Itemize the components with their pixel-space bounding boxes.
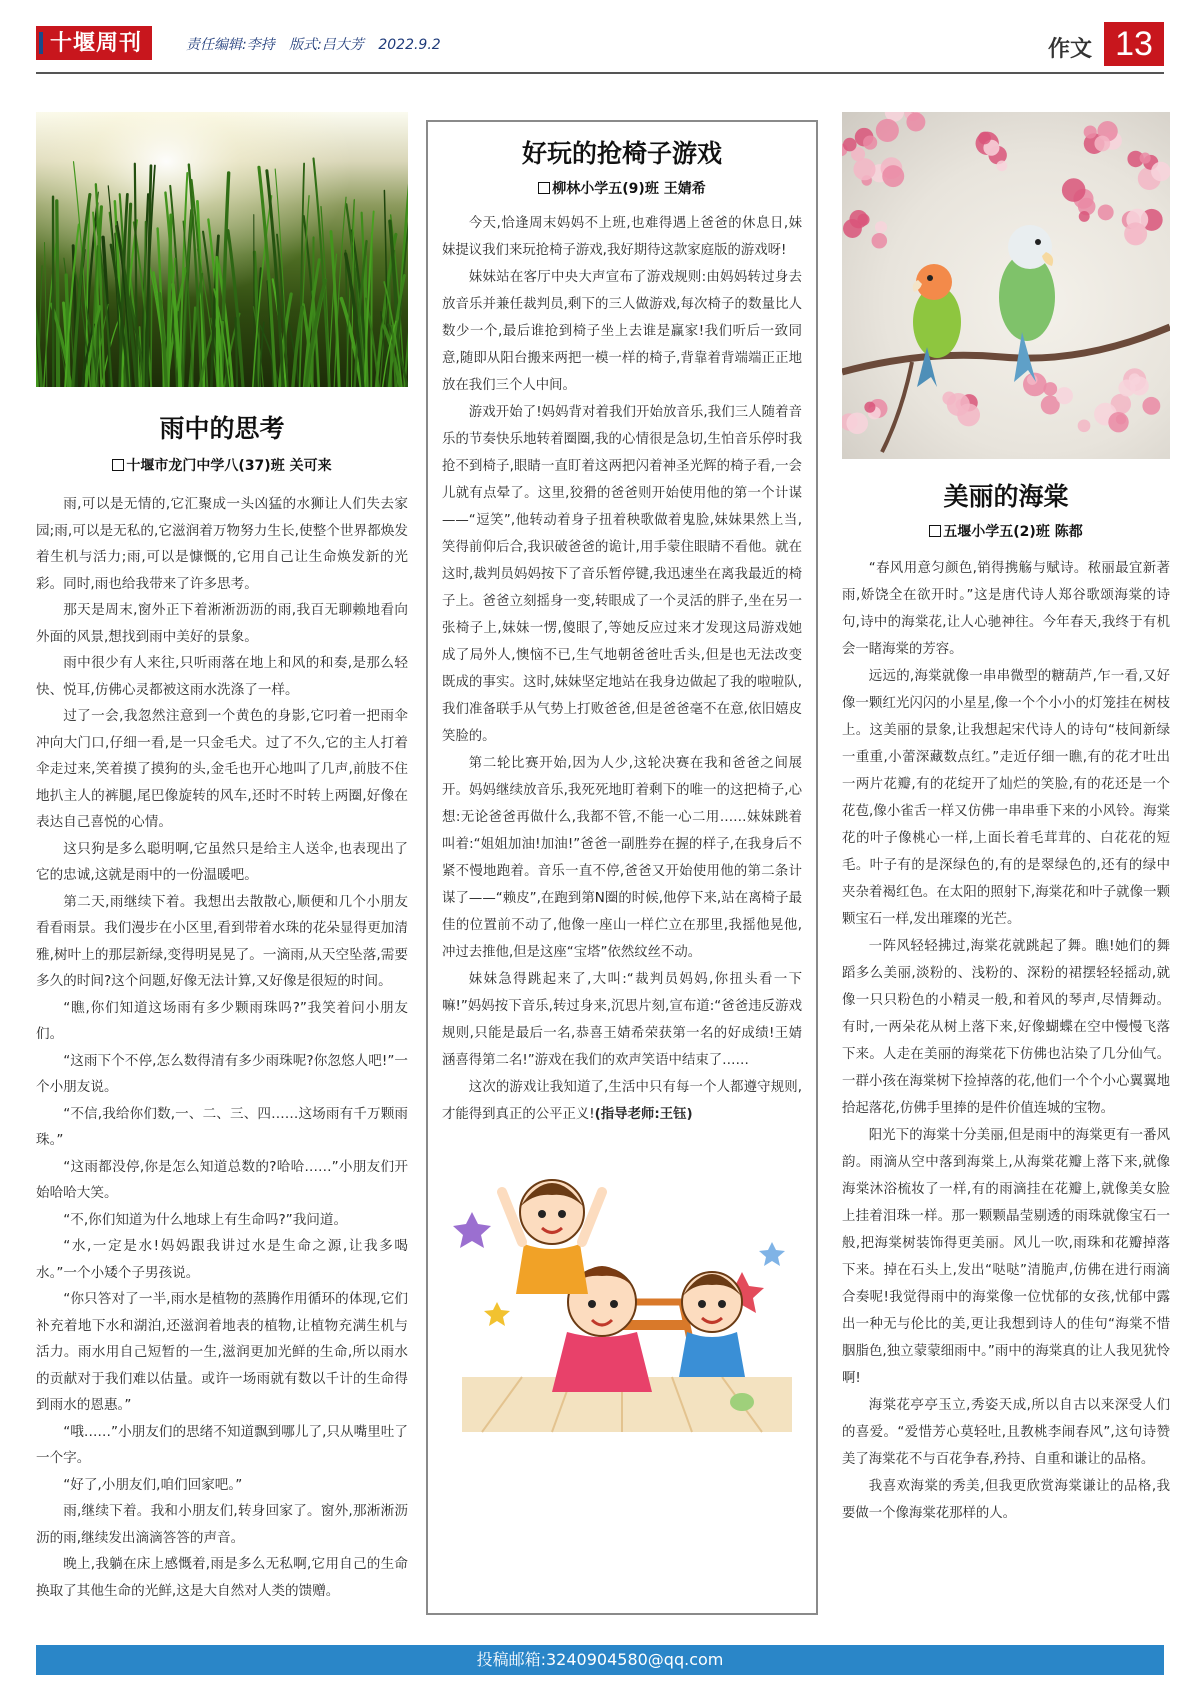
paragraph: 第二轮比赛开始,因为人少,这轮决赛在我和爸爸之间展开。妈妈继续放音乐,我死死地盯着剩下的唯一的这把椅子,心想:无论爸爸再做什么,我都不管,不能一心二用……妹妹跳着叫着:“姐姐加油!加油!”爸爸一副胜券在握的样子,在我身后不紧不慢地跑着。音乐一直不停,爸爸又开始使用他的第二条计谋了——“赖皮”,在跑到第N圈的时候,他停下来,站在离椅子最佳的位置前不动了,他像一座山一样伫立在那里,我摇他晃他,冲过去推他,但是这座“宝塔”依然纹丝不动。 [442, 756, 802, 960]
paragraph: 游戏开始了!妈妈背对着我们开始放音乐,我们三人随着音乐的节奏快乐地转着圈圈,我的心情很是急切,生怕音乐停时我抢不到椅子,眼睛一直盯着这两把闪着神圣光辉的椅子看,一会儿就有点晕了。这里,狡猾的爸爸则开始使用他的第一个计谋——“逗笑”,他转动着身子扭着秧歌做着鬼脸,妹妹果然上当,笑得前仰后合,我识破爸爸的诡计,用手蒙住眼睛不看他。就在这时,裁判员妈妈按下了音乐暂停键,我迅速坐在离我最近的椅子上。爸爸立刻摇身一变,转眼成了一个灵活的胖子,坐在另一张椅子上,妹妹一愣,傻眼了,等她反应过来才发现这局游戏她成了局外人,懊恼不已,生气地朝爸爸吐舌头,但是也无法改变既成的事实。这时,妹妹坚定地站在我身边做起了我的啦啦队,我们准备联手从气势上打败爸爸,但是爸爸毫不在意,依旧嬉皮笑脸的。 [442, 405, 802, 744]
article-title-crabapple: 美丽的海棠 [943, 482, 1069, 511]
children-cartoon-icon [442, 1152, 806, 1434]
layout-name: 版式:吕大芳 [289, 37, 364, 53]
submission-footer [36, 1645, 1164, 1675]
issue-date: 2022.9.2 [378, 37, 441, 53]
lovebirds-photo-icon [842, 112, 1170, 459]
article-body-chairs [442, 210, 802, 1128]
newspaper-logo [36, 26, 152, 60]
section-title: 作文 [1047, 37, 1092, 62]
paragraph: 我喜欢海棠的秀美,但我更欣赏海棠谦让的品格,我要做一个像海棠花那样的人。 [842, 1479, 1170, 1521]
paragraph: 妹妹站在客厅中央大声宣布了游戏规则:由妈妈转过身去放音乐并兼任裁判员,剩下的三人做游戏,每次椅子的数量比人数少一个,最后谁抢到椅子坐上去谁是赢家!我们听后一致同意,随即从阳台搬来两把一模一样的椅子,背靠着背端端正正地放在我们三个人中间。 [442, 270, 802, 393]
paragraph: “水,一定是水!妈妈跟我讲过水是生命之源,让我多喝水。”一个小矮个子男孩说。 [36, 1238, 408, 1281]
paragraph: “你只答对了一半,雨水是植物的蒸腾作用循环的体现,它们补充着地下水和湖泊,还滋润着地表的植物,让植物充满生机与活力。雨水用自己短暂的一生,滋润更加光鲜的生命,所以雨水的贡献对于我们难以估量。或许一场雨就有数以千计的生命得到雨水的恩惠。” [36, 1291, 408, 1413]
paragraph: 雨,继续下着。我和小朋友们,转身回家了。窗外,那淅淅沥沥的雨,继续发出滴滴答答的声音。 [36, 1503, 408, 1546]
teacher-credit: (指导老师:王钰) [594, 1107, 693, 1122]
paragraph: “不,你们知道为什么地球上有生命吗?”我问道。 [63, 1211, 348, 1228]
paragraph: 阳光下的海棠十分美丽,但是雨中的海棠更有一番风韵。雨滴从空中落到海棠上,从海棠花瓣上落下来,就像海棠沐浴梳妆了一样,有的雨滴挂在花瓣上,就像美女脸上挂着泪珠一样。那一颗颗晶莹剔透的雨珠就像宝石一般,把海棠树装饰得更美丽。风儿一吹,雨珠和花瓣掉落下来。掉在石头上,发出“哒哒”清脆声,仿佛在进行雨滴合奏呢!我觉得雨中的海棠像一位忧郁的女孩,忧郁中露出一种无与伦比的美,更让我想到诗人的佳句“海棠不惜胭脂色,独立蒙蒙细雨中。”雨中的海棠真的让人我见犹怜啊! [842, 1128, 1170, 1386]
article-chairs [426, 120, 818, 1615]
paragraph: “好了,小朋友们,咱们回家吧。” [63, 1476, 243, 1493]
byline-rain [36, 455, 408, 475]
paragraph: “哦……”小朋友们的思绪不知道飘到哪儿了,只从嘴里吐了一个字。 [36, 1423, 408, 1466]
paragraph: “这雨下个不停,怎么数得清有多少雨珠呢?你忽悠人吧!”一个小朋友说。 [36, 1052, 408, 1095]
paragraph: 雨,可以是无情的,它汇聚成一头凶猛的水狮让人们失去家园;雨,可以是无私的,它滋润着万物努力生长,使整个世界都焕发着生机与活力;雨,可以是慷慨的,它用自己让生命焕发新的光彩。同时,雨也给我带来了许多思考。 [36, 496, 408, 592]
article-title-rain: 雨中的思考 [159, 414, 285, 443]
editor-credits [186, 34, 451, 54]
paragraph: “不信,我给你们数,一、二、三、四……这场雨有千万颗雨珠。” [36, 1105, 408, 1148]
article-title-chairs: 好玩的抢椅子游戏 [521, 139, 722, 168]
byline-crabapple [842, 521, 1170, 541]
paragraph: 过了一会,我忽然注意到一个黄色的身影,它叼着一把雨伞冲向大门口,仔细一看,是一只金毛犬。过了不久,它的主人打着伞走过来,笑着摸了摸狗的头,金毛也开心地叫了几声,前肢不住地扒主人的裤腿,尾巴像旋转的风车,还时不时转上两圈,好像在表达自己喜悦的心情。 [36, 708, 408, 830]
submission-email: 投稿邮箱:3240904580@qq.com [476, 1650, 724, 1669]
paragraph-text: 这次的游戏让我知道了,生活中只有每一个人都遵守规则,才能得到真正的公平正义! [442, 1080, 802, 1122]
header-divider [36, 72, 1164, 74]
paragraph: 海棠花亭亭玉立,秀姿天成,所以自古以来深受人们的喜爱。“爱惜芳心莫轻吐,且教桃李闹春风”,这句诗赞美了海棠花不与百花争春,矜持、自重和谦让的品格。 [842, 1398, 1170, 1467]
grass-photo-icon [36, 112, 408, 387]
byline-box-icon [112, 459, 124, 471]
byline-crabapple-text: 五堰小学五(2)班 陈都 [943, 524, 1083, 540]
article-rain [36, 112, 408, 1604]
masthead [36, 22, 1164, 70]
paragraph: 这只狗是多么聪明啊,它虽然只是给主人送伞,也表现出了它的忠诚,这就是雨中的一份温暖吧。 [36, 840, 408, 883]
article-body-rain [36, 491, 408, 1604]
editor-name: 责任编辑:李持 [186, 37, 275, 53]
byline-chairs-text: 柳林小学五(9)班 王婧希 [552, 181, 706, 197]
paragraph: 今天,恰逢周末妈妈不上班,也难得遇上爸爸的休息日,妹妹提议我们来玩抢椅子游戏,我好期待这款家庭版的游戏呀! [442, 216, 802, 258]
byline-chairs [442, 178, 802, 198]
paragraph: 第二天,雨继续下着。我想出去散散心,顺便和几个小朋友看看雨景。我们漫步在小区里,看到带着水珠的花朵显得更加清雅,树叶上的那层新绿,变得明晃晃了。一滴雨,从天空坠落,需要多久的时间?这个问题,好像无法计算,又好像是很短的时间。 [36, 893, 408, 989]
paragraph: 雨中很少有人来往,只听雨落在地上和风的和奏,是那么轻快、悦耳,仿佛心灵都被这雨水洗涤了一样。 [36, 655, 408, 698]
page-number: 13 [1104, 22, 1164, 66]
paragraph: 一阵风轻轻拂过,海棠花就跳起了舞。瞧!她们的舞蹈多么美丽,淡粉的、浅粉的、深粉的裙摆轻轻摇动,就像一只只粉色的小精灵一般,和着风的琴声,尽情舞动。有时,一两朵花从树上落下来,好像蝴蝶在空中慢慢飞落下来。人走在美丽的海棠花下仿佛也沾染了几分仙气。一群小孩在海棠树下捡掉落的花,他们一个个小心翼翼地拾起落花,仿佛手里捧的是件价值连城的宝物。 [842, 939, 1170, 1116]
logo-text: 十堰周刊 [50, 30, 143, 56]
paragraph [442, 1074, 802, 1128]
byline-box-icon [929, 525, 941, 537]
logo-stripe [39, 32, 43, 54]
paragraph: 远远的,海棠就像一串串微型的糖葫芦,乍一看,又好像一颗红光闪闪的小星星,像一个个小小的灯笼挂在树枝上。这美丽的景象,让我想起宋代诗人的诗句“枝间新绿一重重,小蕾深藏数点红。”走近仔细一瞧,有的花才吐出一两片花瓣,有的花绽开了灿烂的笑脸,有的花还是一个花苞,像小雀舌一样又仿佛一串串垂下来的小风铃。海棠花的叶子像桃心一样,上面长着毛茸茸的、白花花的短毛。叶子有的是深绿色的,有的是翠绿色的,还有的绿中夹杂着褐红色。在太阳的照射下,海棠花和叶子就像一颗颗宝石一样,发出璀璨的光芒。 [842, 669, 1170, 927]
article-crabapple [842, 112, 1170, 1527]
paragraph: “这雨都没停,你是怎么知道总数的?哈哈……”小朋友们开始哈哈大笑。 [36, 1158, 408, 1201]
paragraph: 那天是周末,窗外正下着淅淅沥沥的雨,我百无聊赖地看向外面的风景,想找到雨中美好的景象。 [36, 602, 408, 645]
paragraph: 晚上,我躺在床上感慨着,雨是多么无私啊,它用自己的生命换取了其他生命的光鲜,这是大自然对人类的馈赠。 [36, 1556, 408, 1599]
paragraph: 妹妹急得跳起来了,大叫:“裁判员妈妈,你扭头看一下嘛!”妈妈按下音乐,转过身来,沉思片刻,宣布道:“爸爸违反游戏规则,只能是最后一名,恭喜王婧希荣获第一名的好成绩!王婧涵喜得第二名!”游戏在我们的欢声笑语中结束了…… [442, 972, 802, 1068]
article-body-crabapple [842, 555, 1170, 1527]
byline-box-icon [538, 182, 550, 194]
byline-rain-text: 十堰市龙门中学八(37)班 关可来 [126, 458, 332, 474]
paragraph: “春风用意匀颜色,销得携觞与赋诗。秾丽最宜新著雨,娇饶全在欲开时。”这是唐代诗人郑谷歌颂海棠的诗句,诗中的海棠花,让人心驰神往。今年春天,我终于有机会一睹海棠的芳容。 [842, 561, 1170, 657]
paragraph: “瞧,你们知道这场雨有多少颗雨珠吗?”我笑着问小朋友们。 [36, 999, 408, 1042]
